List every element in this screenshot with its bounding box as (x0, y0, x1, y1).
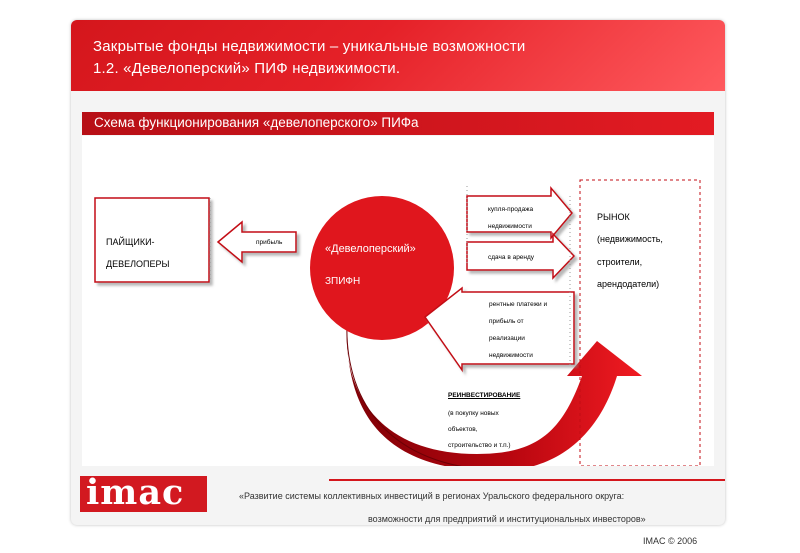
market-box (580, 180, 700, 466)
footer-caption-line2: возможности для предприятий и институциональных инвесторов» (368, 514, 646, 524)
rent-label: сдача в аренду (488, 254, 535, 261)
buy-sell-label-line1: купля-продажа (488, 206, 534, 213)
market-label-line1: РЫНОК (597, 212, 630, 222)
scheme-title: Схема функционирования «девелоперского» ПИФа (94, 115, 419, 130)
imac-logo (80, 472, 207, 513)
header-title-line1: Закрытые фонды недвижимости – уникальные возможности (93, 38, 526, 55)
market-label-line2: (недвижимость, (597, 234, 663, 244)
imac-logo-text: imac (86, 472, 185, 513)
investors-label-line2: ДЕВЕЛОПЕРЫ (106, 259, 170, 269)
footer-caption-line1: «Развитие системы коллективных инвестиций в регионах Уральского федерального округа: (239, 491, 625, 501)
profit-label: прибыль (256, 239, 283, 246)
diagram-graphics (82, 136, 714, 466)
income-label-line1: рентные платежи и (489, 301, 548, 308)
slide (71, 20, 725, 525)
fund-name: «Девелоперский» (325, 243, 416, 255)
investors-label-line1: ПАЙЩИКИ- (106, 237, 155, 247)
footer-divider (329, 479, 725, 481)
reinvest-line1: (в покупку новых (448, 410, 499, 417)
reinvest-title: РЕИНВЕСТИРОВАНИЕ (448, 392, 521, 399)
market-label-line4: арендодатели) (597, 279, 660, 289)
buy-sell-arrow (467, 188, 572, 238)
buy-sell-label-line2: недвижимости (488, 223, 532, 230)
income-label-line4: недвижимости (489, 352, 533, 359)
scheme-title-bar (82, 112, 714, 135)
reinvest-line3: строительство и т.п.) (448, 442, 511, 449)
market-label-line3: строители, (597, 257, 643, 267)
fund-type: ЗПИФН (325, 276, 361, 287)
slide-header (71, 20, 725, 91)
income-label-line3: реализации (489, 335, 525, 342)
diagram-panel (82, 136, 714, 466)
income-label-line2: прибыль от (489, 318, 524, 325)
copyright: IMAC © 2006 (643, 536, 698, 546)
header-title-line2: 1.2. «Девелоперский» ПИФ недвижимости. (93, 60, 401, 77)
reinvest-line2: объектов, (448, 426, 478, 433)
